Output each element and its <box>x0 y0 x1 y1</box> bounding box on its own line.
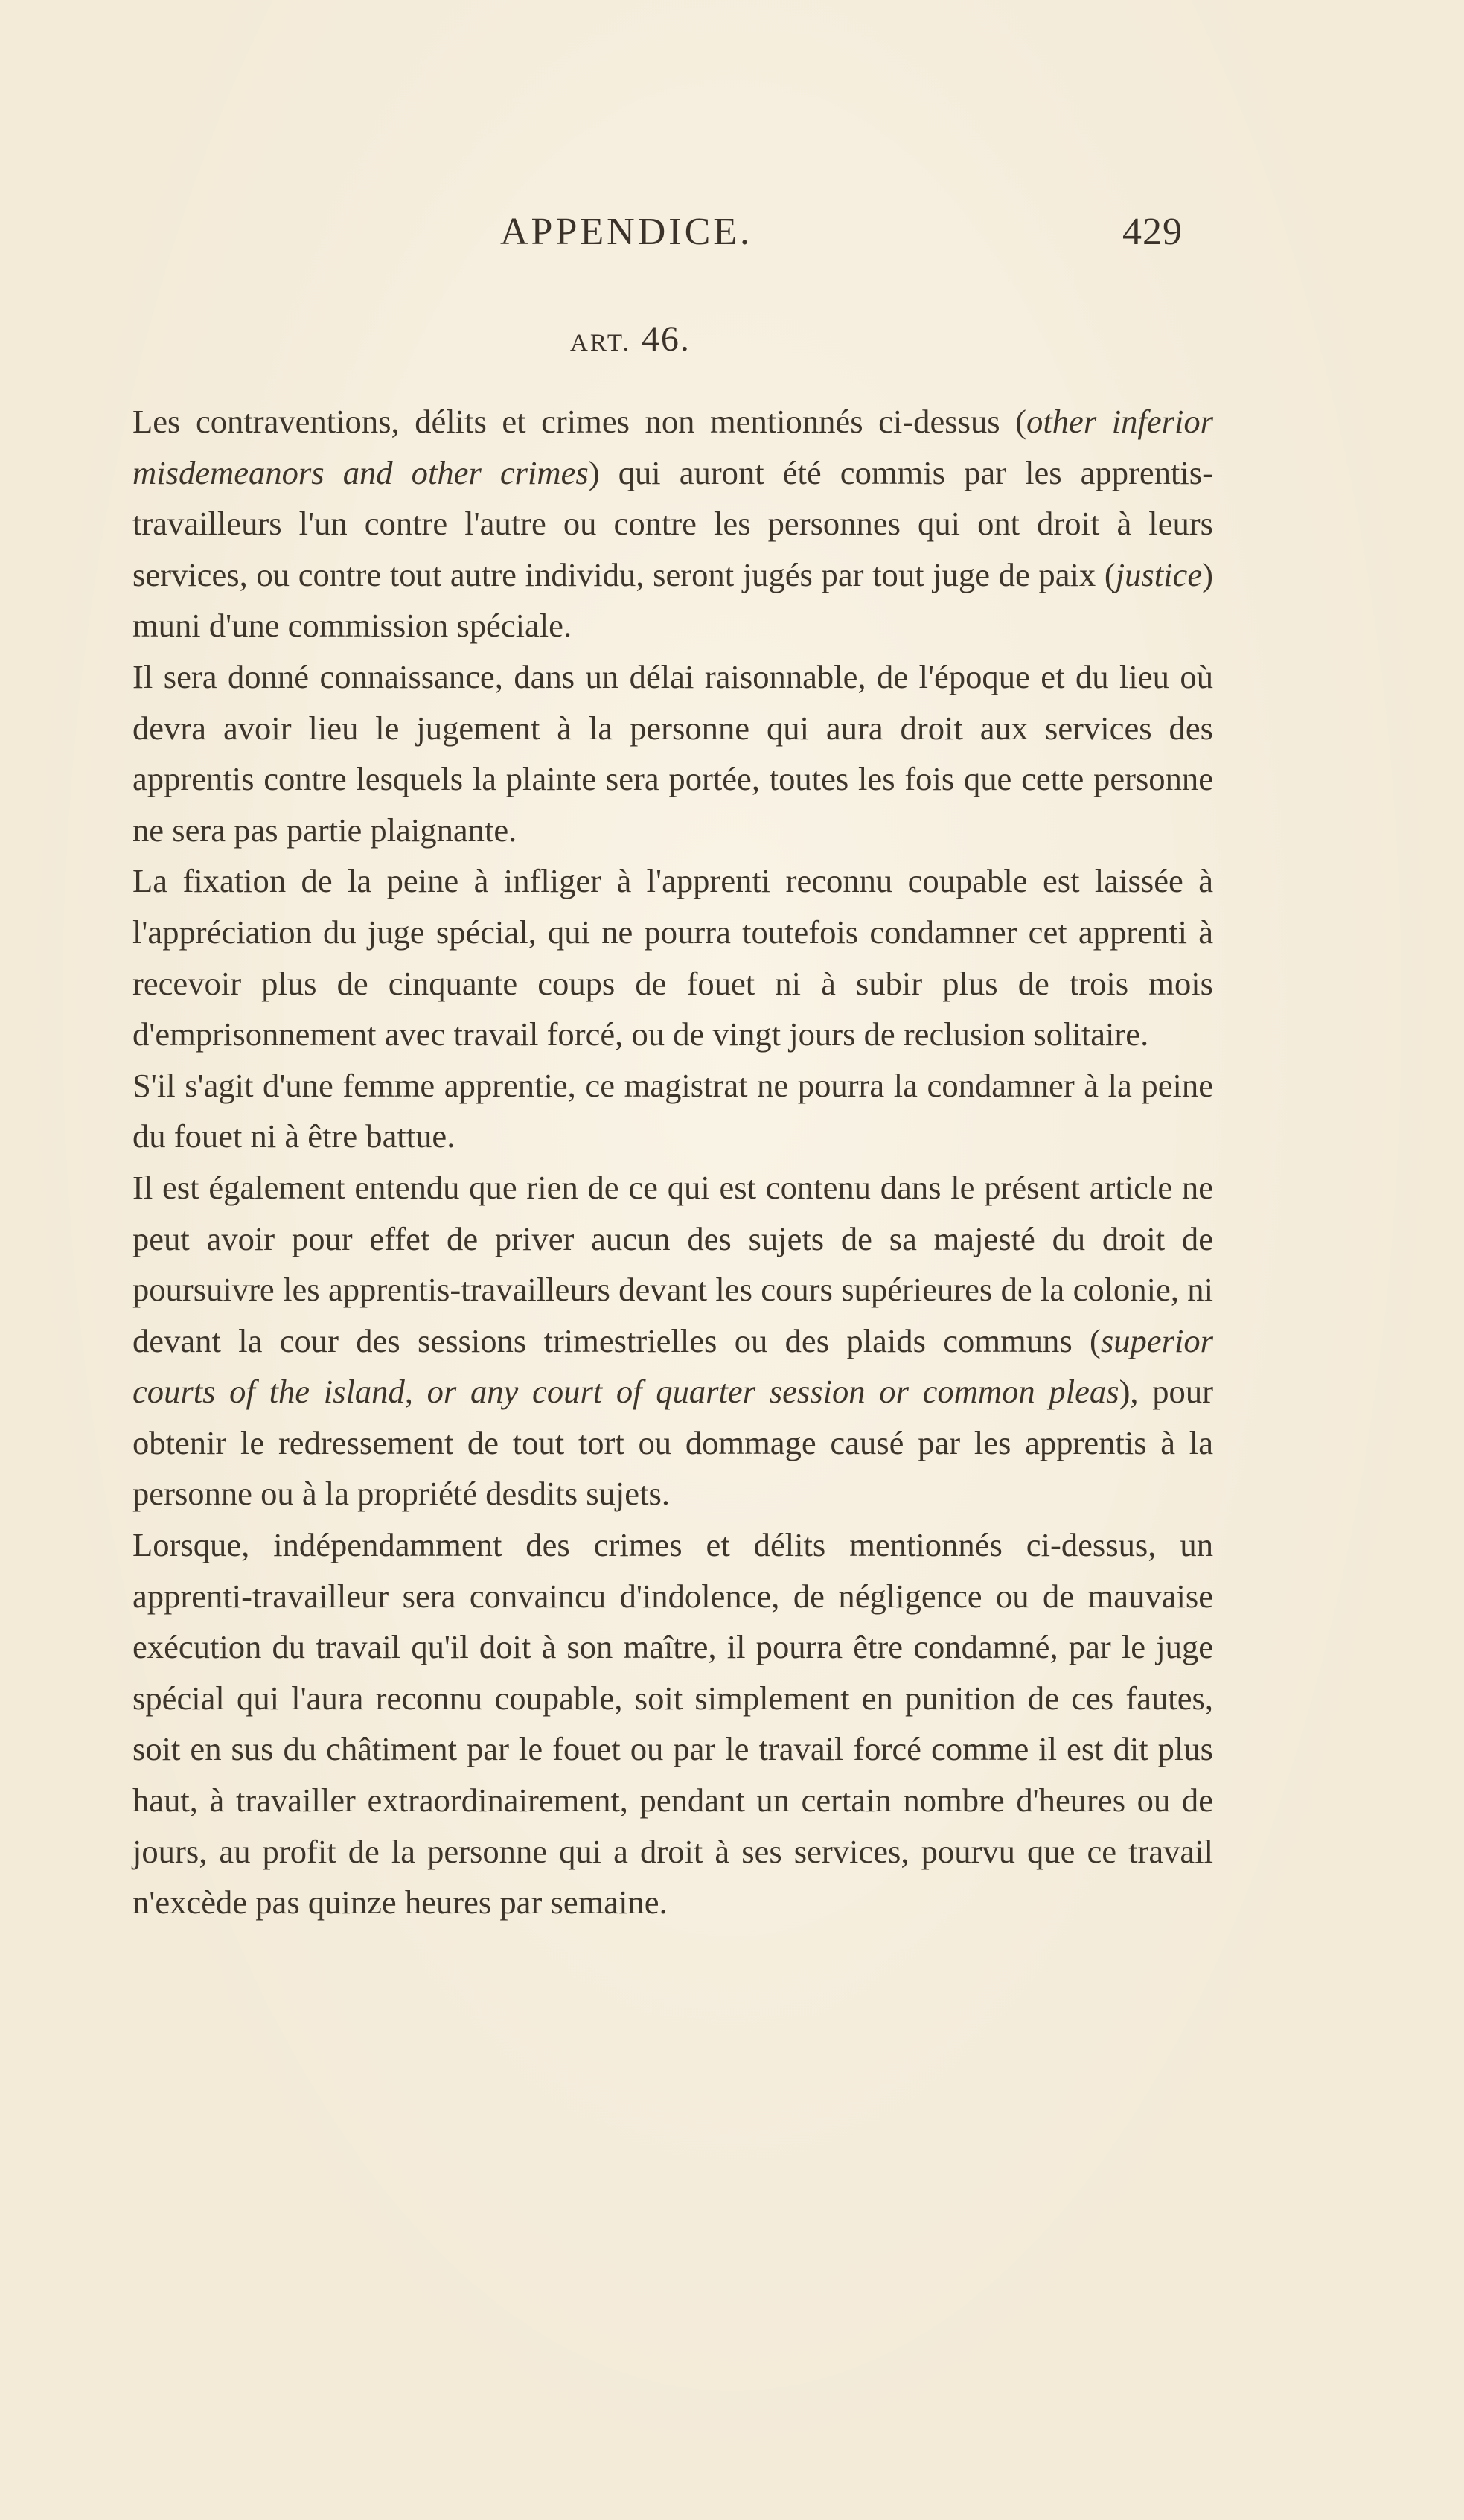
paragraph <box>132 1162 1213 1519</box>
article-label: ART. <box>570 330 631 357</box>
paragraph <box>132 1060 1213 1162</box>
paragraph-italic-text: justice <box>1115 555 1203 593</box>
paragraph-text: ) muni d'une commission spéciale. <box>132 555 1213 645</box>
paragraph-text: Lorsque, indépendamment des crimes et délits mentionnés ci-dessus, un apprenti-travailleur sera convaincu d'indolence, de négligence ou de mauvaise exécution du travail qu'il doit à son maître, il pourra être condamné, par le juge spécial qui l'aura reconnu coupable, soit simplement en punition de ces fautes, soit en sus du châtiment par le fouet ou par le travail forcé comme il est dit plus haut, à travailler extraordinairement, pendant un certain nombre d'heures ou de jours, au profit de la personne qui a droit à ses services, pourvu que ce travail n'excède pas quinze heures par semaine. <box>132 1526 1213 1921</box>
page-header <box>0 210 1464 262</box>
running-title: APPENDICE. <box>500 211 753 253</box>
article-heading <box>570 319 691 360</box>
paragraph <box>132 396 1213 651</box>
paragraph-text: Les contraventions, délits et crimes non mentionnés ci-dessus ( <box>132 403 1027 440</box>
paragraph-text: Il est également entendu que rien de ce qui est contenu dans le présent article ne peut avoir pour effet de priver aucun des sujets de sa majesté du droit de poursuivre les apprentis-travailleurs devant les cours supérieures de la colonie, ni devant la cour des sessions trimestrielles ou des plaids communs ( <box>132 1168 1213 1359</box>
page-number: 429 <box>1122 211 1183 253</box>
paragraph-text: S'il s'agit d'une femme apprentie, ce magistrat ne pourra la condamner à la peine du fouet ni à être battue. <box>132 1066 1213 1155</box>
paragraph <box>132 651 1213 855</box>
paragraph-text: Il sera donné connaissance, dans un délai raisonnable, de l'époque et du lieu où devra avoir lieu le jugement à la personne qui aura droit aux services des apprentis contre lesquels la plainte sera portée, toutes les fois que cette personne ne sera pas partie plaignante. <box>132 657 1213 849</box>
paragraph-text: ), pour obtenir le redressement de tout tort ou dommage causé par les apprentis à la personne ou à la propriété desdits sujets. <box>132 1373 1214 1513</box>
paragraph <box>132 1519 1213 1928</box>
article-number: 46. <box>641 319 691 359</box>
paragraph-italic-text: other inferior misdemeanors and other crimes <box>132 403 1214 491</box>
paragraph-italic-text: superior courts of the island, or any court of quarter session or common pleas <box>132 1321 1213 1411</box>
paragraph-text: ) qui auront été commis par les apprentis-travailleurs l'un contre l'autre ou contre les personnes qui ont droit à leurs services, ou contre tout autre individu, seront jugés par tout juge de paix ( <box>132 453 1213 593</box>
paragraph <box>132 855 1213 1059</box>
paragraph-text: La fixation de la peine à infliger à l'apprenti reconnu coupable est laissée à l'appréciation du juge spécial, qui ne pourra toutefois condamner cet apprenti à recevoir plus de cinquante coups de fouet ni à subir plus de trois mois d'emprisonnement avec travail forcé, ou de vingt jours de reclusion solitaire. <box>132 862 1213 1053</box>
article-body <box>132 396 1213 1928</box>
